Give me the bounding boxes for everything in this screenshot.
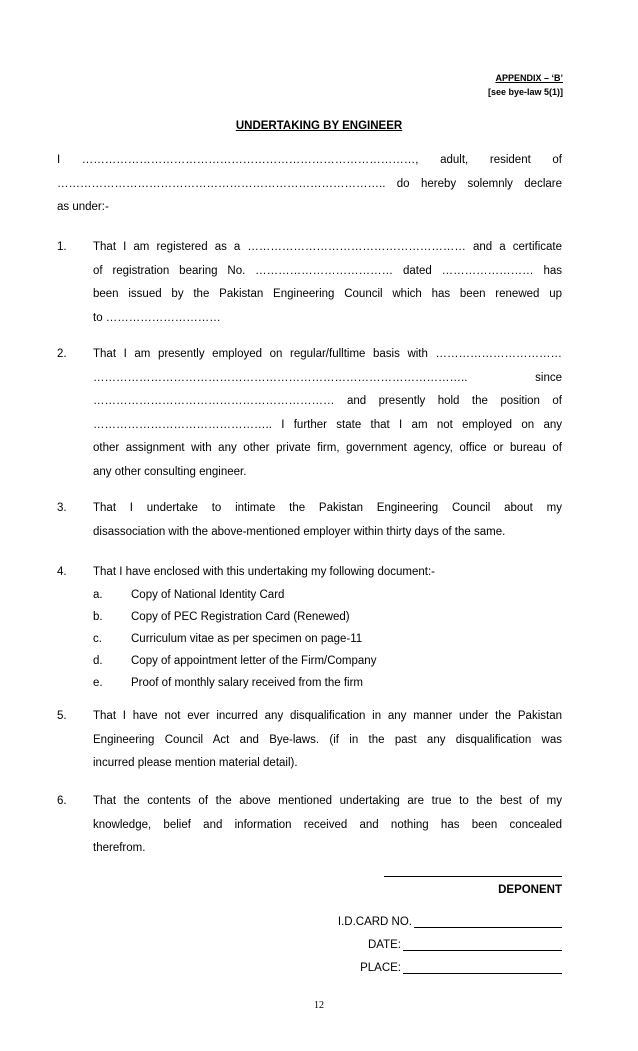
list-item-text: Copy of PEC Registration Card (Renewed) xyxy=(131,611,350,623)
date-blank[interactable] xyxy=(403,938,562,951)
item-3-line: That I undertake to intimate the Pakistan Engineering Council about my xyxy=(93,502,562,514)
list-item xyxy=(93,650,562,672)
item-2-line: ……………………………………….. I further state that I am not employed on any xyxy=(93,418,562,431)
item-5-text xyxy=(93,705,562,776)
item-2-line: other assignment with any other private firm, government agency, office or bureau of xyxy=(93,442,562,454)
list-item-letter: b. xyxy=(93,611,103,623)
item-1-number: 1. xyxy=(57,241,67,253)
item-1-line: of registration bearing No. ……………………………… dated …………………… has xyxy=(93,264,562,277)
date-field[interactable] xyxy=(368,938,562,951)
item-2-line: …………………………………………………………………………………….. since xyxy=(93,371,562,384)
item-4-line: That I have enclosed with this undertaking my following document:- xyxy=(93,566,435,578)
appendix-label: APPENDIX – ‘B’ xyxy=(495,73,563,83)
item-1-line: been issued by the Pakistan Engineering Council which has been renewed up xyxy=(93,288,562,300)
page-number: 12 xyxy=(314,1000,324,1011)
deponent-label: DEPONENT xyxy=(498,884,562,896)
item-5-line: incurred please mention material detail). xyxy=(93,757,298,769)
list-item xyxy=(93,606,562,628)
list-item-text: Copy of appointment letter of the Firm/Company xyxy=(131,655,377,667)
list-item-letter: a. xyxy=(93,589,103,601)
item-2-number: 2. xyxy=(57,348,67,360)
bylaw-reference: [see bye-law 5(1)] xyxy=(487,87,563,97)
intro-line-3: as under:- xyxy=(57,201,109,213)
item-2-line: That I am presently employed on regular/fulltime basis with …………………………… xyxy=(93,348,562,360)
place-blank[interactable] xyxy=(403,961,562,974)
id-card-field[interactable] xyxy=(338,915,562,928)
item-6-line: That the contents of the above mentioned undertaking are true to the best of my xyxy=(93,795,562,807)
document-title: UNDERTAKING BY ENGINEER xyxy=(235,120,403,132)
item-4-text xyxy=(93,561,562,585)
intro-line-1: I ……………………………………………………………………………, adult, resident of xyxy=(57,154,562,166)
list-item-letter: c. xyxy=(93,633,102,645)
item-6-number: 6. xyxy=(57,795,67,807)
date-label: DATE: xyxy=(367,939,401,951)
item-3-line: disassociation with the above-mentioned employer within thirty days of the same. xyxy=(93,525,506,538)
id-card-label: I.D.CARD NO. xyxy=(337,916,412,928)
list-item xyxy=(93,584,562,606)
appendix-header xyxy=(488,71,563,99)
list-item-text: Copy of National Identity Card xyxy=(131,589,285,601)
item-3-text xyxy=(93,497,562,544)
item-2-text xyxy=(93,343,562,484)
item-1-text xyxy=(93,236,562,330)
signature-line[interactable] xyxy=(384,876,562,877)
list-item xyxy=(93,672,562,694)
list-item-text: Proof of monthly salary received from the firm xyxy=(131,677,363,689)
item-2-line: any other consulting engineer. xyxy=(93,465,247,478)
intro-line-2: ………………………………………………………………………….. do hereby solemnly declare xyxy=(57,177,562,190)
item-1-line: to ………………………… xyxy=(93,311,221,324)
place-field[interactable] xyxy=(360,961,562,974)
item-5-line: That I have not ever incurred any disqualification in any manner under the Pakistan xyxy=(93,710,562,722)
item-5-line: Engineering Council Act and Bye-laws. (if in the past any disqualification was xyxy=(93,733,562,746)
item-4-number: 4. xyxy=(57,566,67,578)
list-item xyxy=(93,628,562,650)
place-label: PLACE: xyxy=(360,962,401,974)
intro-paragraph xyxy=(57,149,562,220)
item-1-line: That I am registered as a ………………………………………………… and a certificate xyxy=(93,241,562,253)
list-item-letter: e. xyxy=(93,677,103,689)
id-card-blank[interactable] xyxy=(414,915,562,928)
item-2-line: ……………………………………………………… and presently hold the position of xyxy=(93,395,562,407)
list-item-letter: d. xyxy=(93,655,103,667)
item-6-line: knowledge, belief and information received and nothing has been concealed xyxy=(93,818,562,831)
document-checklist xyxy=(93,584,562,694)
item-6-line: therefrom. xyxy=(93,842,146,854)
item-5-number: 5. xyxy=(57,710,67,722)
list-item-text: Curriculum vitae as per specimen on page-11 xyxy=(131,633,363,645)
item-6-text xyxy=(93,790,562,861)
item-3-number: 3. xyxy=(57,502,67,514)
